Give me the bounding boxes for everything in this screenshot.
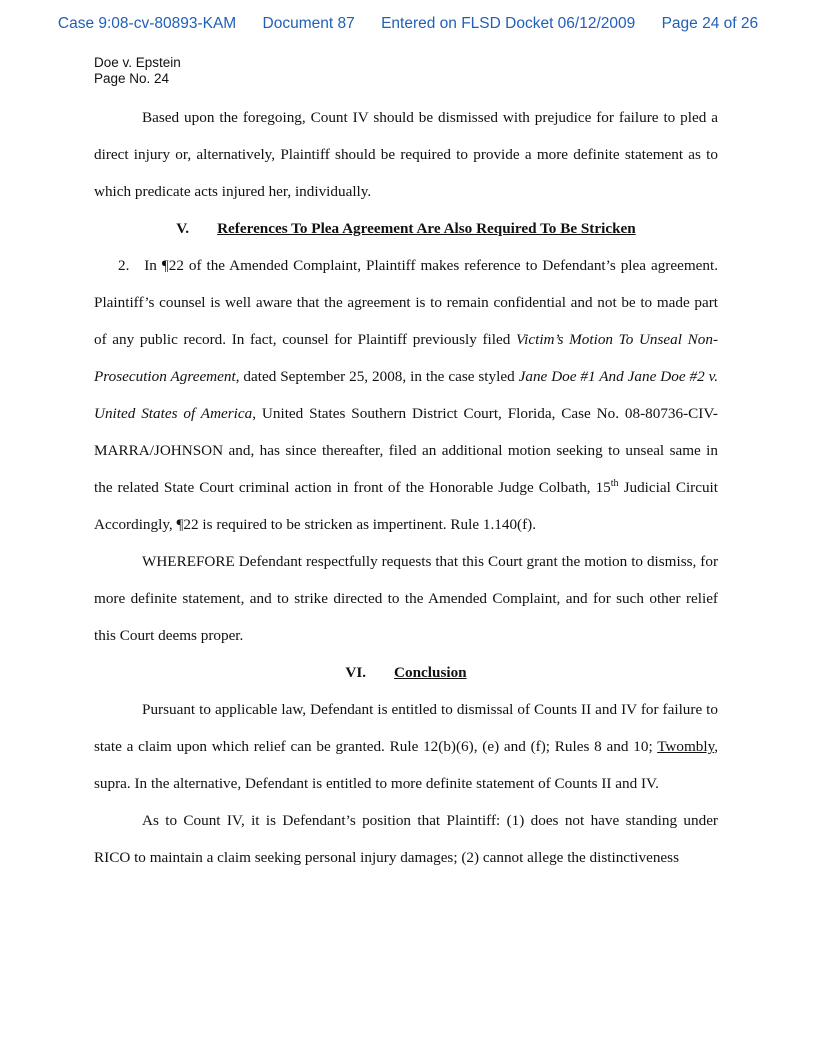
page-number: Page No. 24 xyxy=(94,71,170,86)
paragraph-plea-agreement: 2. In ¶22 of the Amended Complaint, Plaintiff makes reference to Defendant’s plea agreement. Plaintiff’s counsel is well aware that the agreement is to remain confidential and not be to made part of any public record. In fact, counsel for Plaintiff previously filed Victim’s Motion To Unseal Non-Prosecution Agreement, dated September 25, 2008, in the case styled Jane Doe #1 And Jane Doe #2 v. United States of America, United States Southern District Court, Florida, Case No. 08-80736-CIV-MARRA/JOHNSON and, has since thereafter, filed an additional motion seeking to unseal same in the related State Court criminal action in front of the Honorable Judge Colbath, 15th Judicial Circuit Accordingly, ¶22 is required to be stricken as impertinent. Rule 1.140(f). xyxy=(94,257,719,533)
twombly-citation: Twombly xyxy=(657,738,715,755)
case-style: Doe v. Epstein xyxy=(94,55,181,70)
section-heading-vi xyxy=(94,654,718,691)
section-title: References To Plea Agreement Are Also Required To Be Stricken xyxy=(217,220,636,237)
stamp-page-count: Page 24 of 26 xyxy=(661,15,759,32)
page-caption xyxy=(94,55,181,87)
paragraph-count-iv-dismissal: Based upon the foregoing, Count IV should be dismissed with prejudice for failure to pled a direct injury or, alternatively, Plaintiff should be required to provide a more definite statement as to which predicate acts injured her, individually. xyxy=(94,109,718,200)
section-heading-v xyxy=(94,210,718,247)
section-title: Conclusion xyxy=(394,664,467,681)
paragraph-count-iv-position: As to Count IV, it is Defendant’s position that Plaintiff: (1) does not have standing under RICO to maintain a claim seeking personal injury damages; (2) cannot allege the distinctiveness xyxy=(94,812,718,866)
case-style-citation: Jane Doe #1 And Jane Doe #2 v. United States of America xyxy=(94,368,719,422)
section-number: VI. xyxy=(345,664,367,681)
paragraph-wherefore: WHEREFORE Defendant respectfully requests that this Court grant the motion to dismiss, for more definite statement, and to strike directed to the Amended Complaint, and for such other relief this Court deems proper. xyxy=(94,553,718,644)
section-number: V. xyxy=(176,220,190,237)
document-body xyxy=(94,99,718,876)
paragraph-conclusion: Pursuant to applicable law, Defendant is entitled to dismissal of Counts II and IV for failure to state a claim upon which relief can be granted. Rule 12(b)(6), (e) and (f); Rules 8 and 10; Twombly, supra. In the alternative, Defendant is entitled to more definite statement of Counts II and IV. xyxy=(94,701,718,792)
stamp-document-number: Document 87 xyxy=(262,15,355,32)
docket-stamp xyxy=(0,15,816,33)
motion-title: Victim’s Motion To Unseal Non-Prosecution Agreement xyxy=(94,331,719,385)
stamp-entered-date: Entered on FLSD Docket 06/12/2009 xyxy=(381,15,636,32)
stamp-case-number: Case 9:08-cv-80893-KAM xyxy=(57,15,237,32)
paragraph-number: 2. xyxy=(118,257,130,274)
